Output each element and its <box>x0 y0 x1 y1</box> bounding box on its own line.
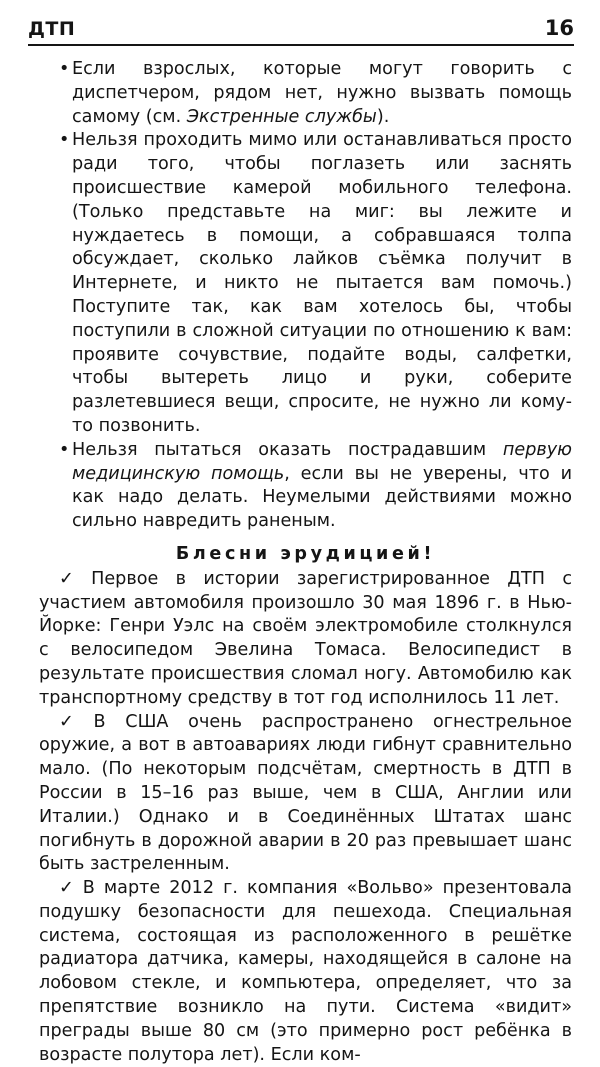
fact-text: Первое в истории зарегистрированное ДТП с участием автомобиля произошло 30 мая 1896 г. в Нью-Йорке: Генри Уэлс на своём электромобиле столкнулся с велосипедом Эвелина Томаса. Велосипедист в результате происшествия сломал ногу. Автомобилю как транспортному средству в тот год исполнилось 11 лет. <box>39 568 572 708</box>
list-item-text: Если взрослых, которые могут говорить с диспетчером, рядом нет, нужно вызвать помощь самому (см. <box>72 59 572 127</box>
bullet-icon: • <box>59 59 70 79</box>
list-item-text: Нельзя проходить мимо или останавливаться просто ради того, чтобы поглазеть или заснять происшествие камерой мобильного телефона. (Только представьте на миг: вы лежите и нуждаетесь в помощи, а собравшаяся толпа обсуждает, сколько лайков съёмка получит в Интернете, и никто не пытается вам помочь.) Поступите так, как вам хотелось бы, чтобы поступили в сложной ситуации по отношению к вам: проявите сочувствие, подайте воды, салфетки, чтобы вытереть лицо и руки, соберите разлетевшиеся вещи, спросите, не нужно ли кому-то позвонить. <box>72 130 572 436</box>
list-item <box>39 129 572 438</box>
fact-paragraph <box>39 877 572 1067</box>
list-item-text: ). <box>376 106 390 127</box>
fact-paragraph <box>39 711 572 878</box>
bullet-icon: • <box>59 439 70 460</box>
bullet-icon: • <box>59 130 70 151</box>
checkmark-icon: ✓ <box>59 878 74 899</box>
list-item <box>39 58 572 129</box>
rules-list <box>39 58 572 534</box>
cross-reference: Экстренные службы <box>186 106 377 127</box>
section-heading: Блесни эрудицией! <box>175 543 436 564</box>
list-item <box>39 439 572 534</box>
chapter-title: ДТП <box>28 18 76 40</box>
fact-paragraph <box>39 568 572 711</box>
running-header <box>28 14 574 46</box>
list-item-text: , если вы не уверены, что и как надо делать. Неумелыми действиями можно сильно навредить раненым. <box>72 463 573 532</box>
fact-text: В марте 2012 г. компания «Вольво» презентовала подушку безопасности для пешехода. Специальная система, состоящая из расположенного в решётке радиатора датчика, камеры, находящейся в салоне на лобовом стекле, и компьютера, определяет, что за препятствие возникло на пути. Система «видит» преграды выше 80 см (это примерно рост ребёнка в возрасте полутора лет). Если ком- <box>39 878 572 1065</box>
emphasis-term: первую медицинскую помощь <box>72 439 572 484</box>
checkmark-icon: ✓ <box>59 568 74 589</box>
page-number: 16 <box>544 16 574 40</box>
list-item-text: Нельзя пытаться оказать пострадавшим <box>72 439 503 460</box>
checkmark-icon: ✓ <box>59 711 74 732</box>
page-body <box>39 58 572 1067</box>
fact-text: В США очень распространено огнестрельное оружие, а вот в автоавариях люди гибнут сравнительно мало. (По некоторым подсчётам, смертность в ДТП в России в 15–16 раз выше, чем в США, Англии или Италии.) Однако и в Соединённых Штатах шанс погибнуть в дорожной аварии в 20 раз превышает шанс быть застреленным. <box>39 711 572 875</box>
